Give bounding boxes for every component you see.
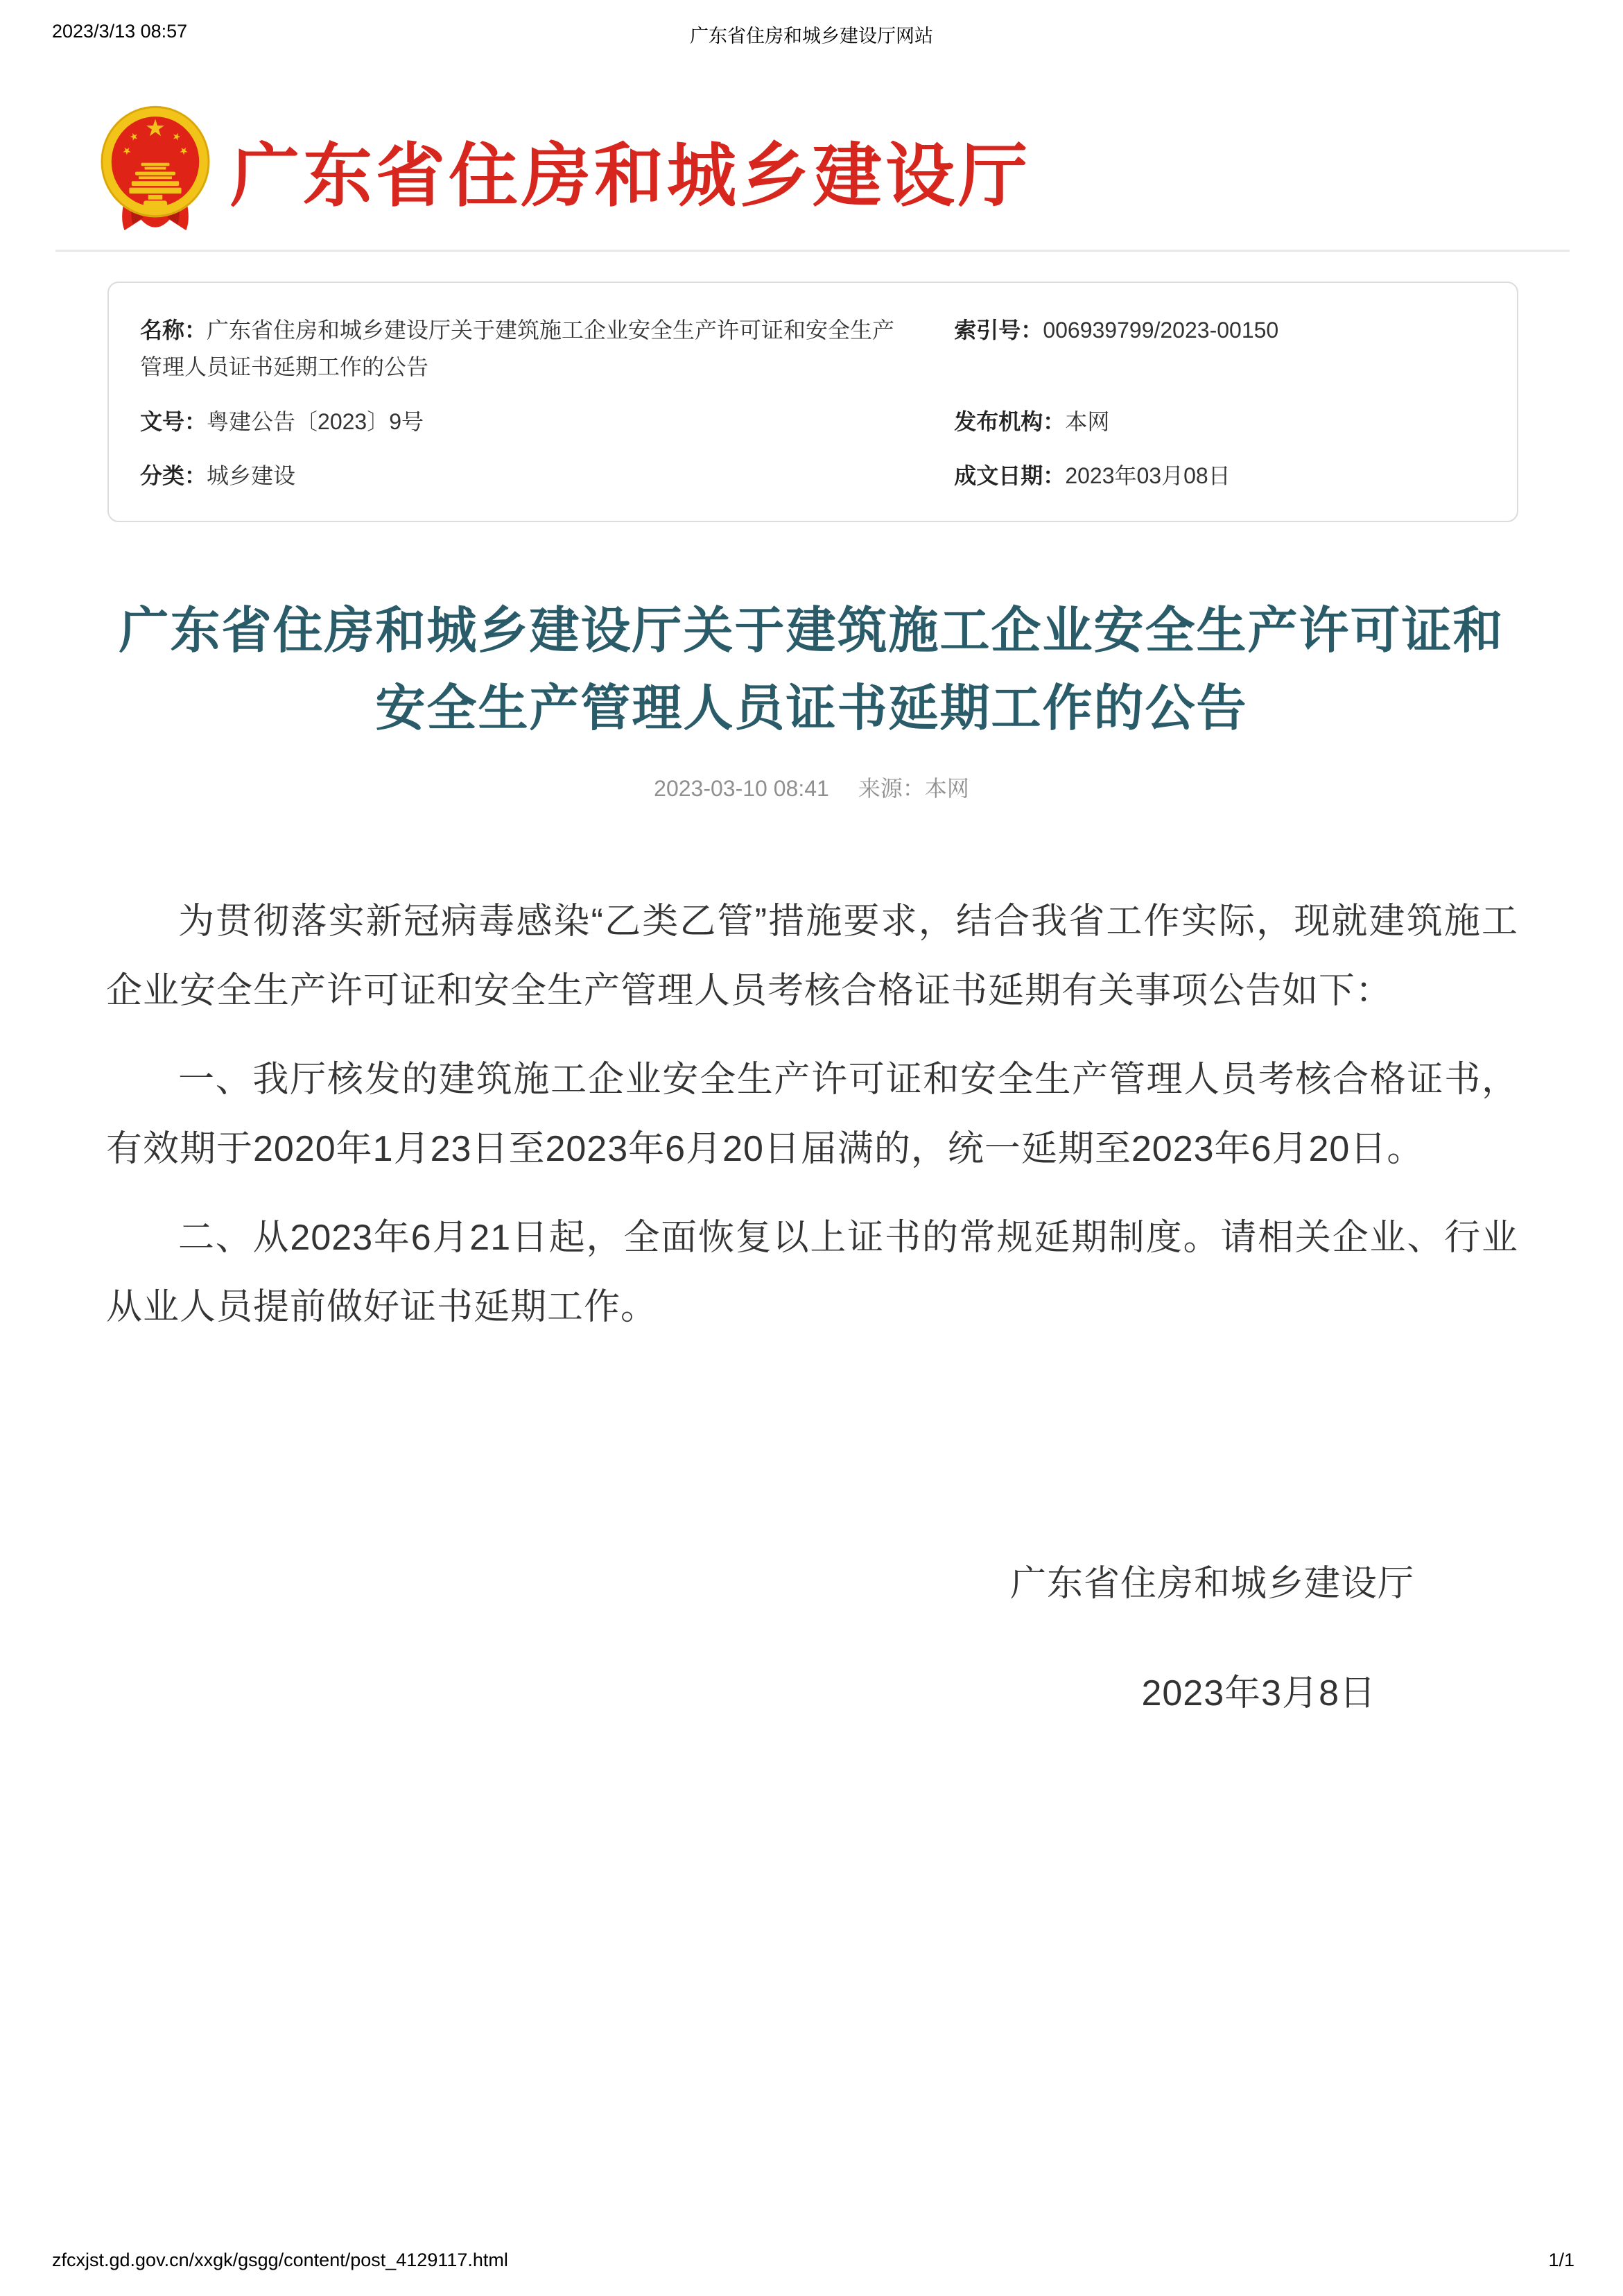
print-page-title: 广东省住房和城乡建设厅网站: [690, 26, 933, 46]
field-category-value: 城乡建设: [207, 463, 296, 489]
print-timestamp: 2023/3/13 08:57: [52, 21, 188, 42]
field-name-value: 广东省住房和城乡建设厅关于建筑施工企业安全生产许可证和安全生产管理人员证书延期工作的公告: [140, 318, 895, 379]
field-publisher-label: 发布机构：: [954, 408, 1066, 434]
article-paragraph-2: 一、我厅核发的建筑施工企业安全生产许可证和安全生产管理人员考核合格证书，有效期于2020年1月23日至2023年6月20日届满的，统一延期至2023年6月20日。: [106, 1060, 1518, 1169]
field-category: [140, 458, 954, 494]
field-index-number: [954, 312, 1486, 386]
field-index-number-value: 006939799/2023-00150: [1043, 318, 1279, 343]
article-paragraph-1: 为贯彻落实新冠病毒感染“乙类乙管”措施要求，结合我省工作实际，现就建筑施工企业安全生产许可证和安全生产管理人员考核合格证书延期有关事项公告如下：: [106, 901, 1518, 1012]
print-footer: [52, 2250, 1574, 2271]
field-name: [140, 312, 954, 386]
field-publisher-value: 本网: [1065, 408, 1110, 434]
article-body: [106, 888, 1518, 1729]
field-publisher: [954, 404, 1486, 440]
article-meta: [0, 771, 1623, 803]
header-divider: [55, 250, 1570, 252]
publish-datetime: 2023-03-10 08:41: [654, 776, 829, 802]
site-banner: [0, 104, 1623, 236]
field-doc-number-value: 粤建公告〔2023〕9号: [207, 408, 424, 434]
national-emblem-logo: [96, 105, 215, 235]
print-header: [0, 21, 1623, 49]
footer-url: zfcxjst.gd.gov.cn/xxgk/gsgg/content/post_4129117.html: [52, 2250, 508, 2270]
document-info-box: [107, 282, 1518, 522]
article-title: 广东省住房和城乡建设厅关于建筑施工企业安全生产许可证和安全生产管理人员证书延期工作的公告: [119, 603, 1504, 736]
field-doc-number-label: 文号：: [140, 408, 207, 434]
field-name-label: 名称：: [140, 318, 207, 343]
field-doc-number: [140, 404, 954, 440]
field-written-date-value: 2023年03月08日: [1065, 463, 1231, 489]
article-paragraph-3: 二、从2023年6月21日起，全面恢复以上证书的常规延期制度。请相关企业、行业从业人员提前做好证书延期工作。: [106, 1217, 1518, 1327]
signature-agency: 广东省住房和城乡建设厅: [1009, 1564, 1414, 1605]
field-index-number-label: 索引号：: [954, 318, 1043, 343]
field-category-label: 分类：: [140, 463, 207, 489]
signature-date: 2023年3月8日: [1141, 1673, 1376, 1714]
page-indicator: 1/1: [1548, 2250, 1574, 2270]
source-label: 来源：本网: [858, 776, 969, 802]
site-name: 广东省住房和城乡建设厅: [230, 137, 1031, 215]
field-written-date-label: 成文日期：: [954, 463, 1066, 489]
field-written-date: [954, 458, 1486, 494]
